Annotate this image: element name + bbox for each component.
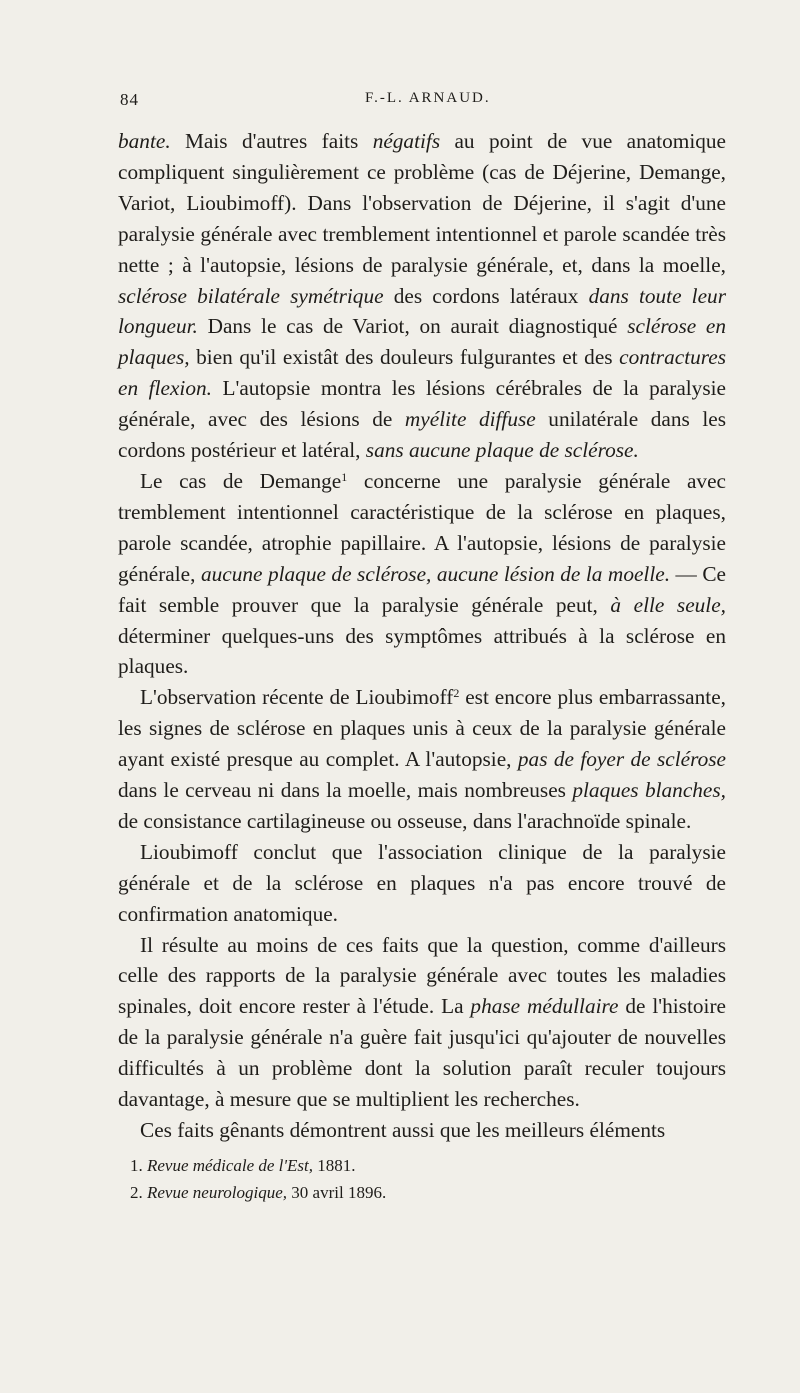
italic-run: aucune plaque de sclérose, aucune lésion de la moelle. [200, 561, 671, 586]
text-run: est encore plus embarrassante, les signes de sclérose en plaques unis à ceux de la paralysie générale ayant existé presque au complet. A l'autopsie, [118, 685, 726, 772]
text-run: des cordons latéraux [383, 283, 589, 308]
footnote-number: 1. [130, 1156, 143, 1175]
italic-run: sans aucune plaque de sclérose. [365, 438, 639, 463]
italic-run: contractures en flexion. [118, 345, 726, 401]
paragraph [118, 126, 726, 466]
italic-run: pas de foyer de sclérose [517, 747, 727, 772]
text-run: unilatérale dans les cordons postérieur et latéral, [118, 407, 726, 463]
paragraph [118, 930, 726, 1115]
text-run: L'autopsie montra les lésions cérébrales de la paralysie générale, avec des lésions de [118, 376, 726, 432]
italic-run: phase médullaire [470, 994, 619, 1019]
text-run: de l'histoire de la paralysie générale n'a guère fait jusqu'ici qu'ajouter de nouvelles difficultés à un problème dont la solution paraît reculer toujours davantage, à mesure que se multiplient les recherches. [118, 994, 726, 1112]
text-run: dans le cerveau ni dans la moelle, mais nombreuses [118, 778, 573, 803]
paragraph [118, 837, 726, 930]
text-run: Dans le cas de Variot, on aurait diagnostiqué [197, 314, 628, 339]
text-run: Il résulte au moins de ces faits que la question, comme d'ailleurs celle des rapports de la paralysie générale avec toutes les maladies spinales, doit encore rester à l'étude. La [118, 932, 726, 1019]
footnote-detail: 1881. [313, 1156, 356, 1175]
paragraph [118, 682, 726, 837]
footnote-ref: 2 [453, 686, 460, 701]
page-header [120, 90, 720, 114]
text-run: Lioubimoff conclut que l'association clinique de la paralysie générale et de la sclérose en plaques n'a pas encore trouvé de confirmation anatomique. [118, 839, 726, 926]
italic-run: bante. [118, 129, 171, 153]
paragraph [118, 466, 726, 682]
italic-run: dans toute leur longueur. [118, 283, 726, 339]
footnote-source: Revue neurologique, [147, 1183, 288, 1202]
footnote-ref: 1 [341, 469, 348, 484]
paragraph [118, 1115, 726, 1146]
italic-run: négatifs [372, 129, 441, 153]
italic-run: sclérose en plaques, [118, 314, 726, 370]
text-run: concerne une paralysie générale avec tremblement intentionnel caractéristique de la sclérose en plaques, parole scandée, atrophie papillaire. A l'autopsie, lésions de paralysie générale, [118, 468, 726, 586]
italic-run: plaques blanches, [572, 778, 726, 803]
italic-run: myélite diffuse [404, 407, 536, 432]
italic-run: sclérose bilatérale symétrique [118, 283, 384, 308]
text-run: L'observation récente de Lioubimoff [140, 685, 454, 710]
footnotes [130, 1152, 710, 1206]
footnote [130, 1179, 710, 1206]
footnote-number: 2. [130, 1183, 143, 1202]
text-run: au point de vue anatomique compliquent singulièrement ce problème (cas de Déjerine, Demange, Variot, Lioubimoff). Dans l'observation de Déjerine, il s'agit d'une paralysie générale avec tremblement intentionnel et parole scandée très nette ; à l'autopsie, lésions de paralysie générale, et, dans la moelle, [118, 129, 727, 277]
body-text [118, 126, 726, 1146]
italic-run: à elle seule, [610, 592, 726, 617]
footnote-source: Revue médicale de l'Est, [147, 1156, 314, 1175]
footnote [130, 1152, 710, 1179]
text-run: Mais d'autres faits [170, 129, 373, 153]
running-title: F.-L. ARNAUD. [365, 90, 491, 106]
page-number: 84 [120, 90, 139, 109]
text-run: bien qu'il existât des douleurs fulgurantes et des [189, 345, 620, 370]
text-run: de consistance cartilagineuse ou osseuse, dans l'arachnoïde spinale. [118, 808, 692, 833]
text-run: — Ce fait semble prouver que la paralysie générale peut, [118, 561, 727, 617]
footnote-detail: 30 avril 1896. [287, 1183, 387, 1202]
text-run: Ces faits gênants démontrent aussi que les meilleurs éléments [140, 1118, 666, 1142]
text-run: déterminer quelques-uns des symptômes attribués à la sclérose en plaques. [118, 623, 726, 679]
text-run: Le cas de Demange [140, 468, 342, 493]
